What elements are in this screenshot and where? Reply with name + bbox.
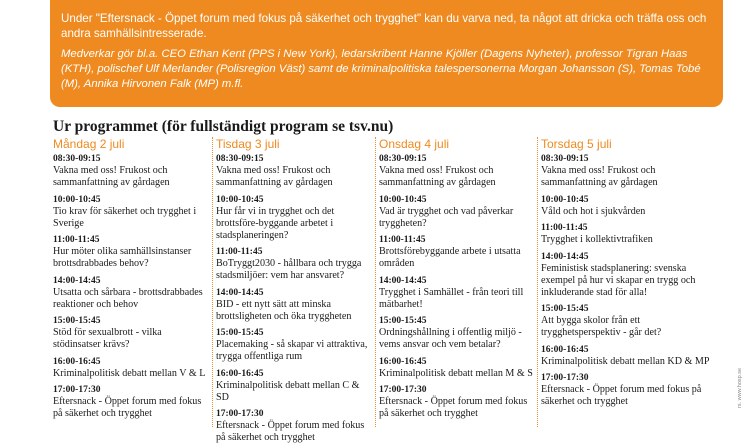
item-description: Vakna med oss! Frukost och sammanfattning av gårdagen <box>53 165 170 188</box>
item-description: Trygghet i Samhället - från teori till mätbarhet! <box>379 286 524 310</box>
item-description: Vakna med oss! Frukost och sammanfattning av gårdagen <box>379 165 496 188</box>
program-item <box>541 222 710 246</box>
item-time: 08:30-09:15 <box>53 154 101 164</box>
item-description: Att bygga skolor från ett trygghetsperspektiv - går det? <box>541 315 662 338</box>
program-item <box>216 408 373 444</box>
item-description: Hur möter olika samhällsinstanser brottsdrabbades behov? <box>53 246 192 269</box>
item-time: 14:00-14:45 <box>541 251 589 262</box>
day-column-monday <box>50 137 210 427</box>
side-credit-text: rs. www.hosp.se <box>737 367 743 408</box>
item-time: 10:00-10:45 <box>379 194 427 205</box>
day-heading: Måndag 2 juli <box>53 137 125 151</box>
day-items <box>376 153 536 420</box>
program-item <box>216 287 373 323</box>
item-time: 08:30-09:15 <box>379 154 427 164</box>
program-item <box>216 327 373 363</box>
item-time: 11:00-11:45 <box>53 235 100 245</box>
item-description: Eftersnack - Öppet forum med fokus på säkerhet och trygghet <box>541 384 702 407</box>
item-time: 14:00-14:45 <box>53 275 101 286</box>
program-item <box>53 315 210 351</box>
item-time: 17:00-17:30 <box>53 385 101 395</box>
item-description: Eftersnack - Öppet forum med fokus på säkerhet och trygghet <box>53 396 202 419</box>
item-description: Vakna med oss! Frukost och sammanfattning av gårdagen <box>541 165 658 188</box>
item-description: Stöd för sexualbrott - vilka stödinsatser krävs? <box>53 327 162 350</box>
program-item <box>216 153 373 189</box>
item-description: Kriminalpolitisk debatt mellan M & S <box>379 367 533 379</box>
program-item <box>379 153 536 189</box>
program-item <box>216 194 373 242</box>
program-item <box>541 303 710 339</box>
item-time: 10:00-10:45 <box>541 194 589 205</box>
item-time: 08:30-09:15 <box>216 154 264 164</box>
day-column-tuesday <box>212 137 373 443</box>
program-item <box>379 315 536 351</box>
program-item <box>216 246 373 282</box>
program-item <box>379 234 536 270</box>
item-time: 15:00-15:45 <box>216 328 264 338</box>
program-item <box>53 275 210 311</box>
program-item <box>53 153 210 189</box>
item-description: Kriminalpolitisk debatt mellan C & SD <box>216 379 360 403</box>
item-time: 14:00-14:45 <box>216 287 264 298</box>
item-description: Kriminalpolitisk debatt mellan V & L <box>53 367 206 379</box>
participants-text: Medverkar gör bl.a. CEO Ethan Kent (PPS i New York), ledarskribent Hanne Kjöller (Dagens Nyheter), professor Tigran Haas (KTH), polischef Ulf Merlander (Polisregion Väst) samt de kriminalpolitiska talespersonerna Morgan Johansson (S), Tomas Tobé (M), Annika Hirvonen Falk (MP) m.fl. <box>61 48 701 91</box>
item-description: Kriminalpolitisk debatt mellan KD & MP <box>541 355 710 367</box>
item-description: Hur får vi in trygghet och det brottsföre-byggande arbetet i stadsplaneringen? <box>216 205 335 241</box>
item-time: 14:00-14:45 <box>379 275 427 286</box>
item-time: 15:00-15:45 <box>379 316 427 326</box>
item-description: Vad är trygghet och vad påverkar tryggheten? <box>379 205 514 229</box>
item-time: 11:00-11:45 <box>541 223 588 233</box>
day-heading: Onsdag 4 juli <box>379 137 450 151</box>
program-item <box>53 234 210 270</box>
item-time: 08:30-09:15 <box>541 154 589 164</box>
day-heading: Tisdag 3 juli <box>216 137 280 151</box>
item-time: 17:00-17:30 <box>541 373 589 383</box>
program-item <box>541 194 710 218</box>
item-time: 15:00-15:45 <box>541 304 589 314</box>
program-item <box>541 372 710 408</box>
program-item <box>53 194 210 230</box>
item-description: Utsatta och sårbara - brottsdrabbades reaktioner och behov <box>53 286 203 310</box>
item-description: Våld och hot i sjukvården <box>541 205 646 217</box>
program-item <box>541 251 710 299</box>
day-heading: Torsdag 5 juli <box>541 137 612 151</box>
intro-box <box>50 0 723 107</box>
item-description: Eftersnack - Öppet forum med fokus på säkerhet och trygghet <box>216 420 365 443</box>
item-time: 11:00-11:45 <box>216 247 263 257</box>
program-item <box>53 356 210 380</box>
item-description: Brottsförebyggande arbete i utsatta områden <box>379 246 521 269</box>
program-item <box>541 344 710 368</box>
item-time: 15:00-15:45 <box>53 316 101 326</box>
item-description: Ordningshållning i offentlig miljö - vems ansvar och vem betalar? <box>379 327 522 350</box>
item-time: 10:00-10:45 <box>216 194 264 205</box>
day-items <box>538 153 710 408</box>
item-description: Feministisk stadsplanering: svenska exempel på hur vi skapar en trygg och inkluderande stad för alla! <box>541 262 696 298</box>
program-title: Ur programmet (för fullständigt program se tsv.nu) <box>53 118 394 135</box>
program-item <box>216 368 373 404</box>
day-column-thursday <box>537 137 710 427</box>
item-description: Tio krav för säkerhet och trygghet i Sverige <box>53 205 197 229</box>
item-description: BoTryggt2030 - hållbara och trygga stadsmiljöer: vem har ansvaret? <box>216 258 362 281</box>
program-item <box>379 194 536 230</box>
item-time: 10:00-10:45 <box>53 194 101 205</box>
day-column-wednesday <box>375 137 536 427</box>
item-description: Vakna med oss! Frukost och sammanfattning av gårdagen <box>216 165 333 188</box>
program-item <box>541 153 710 189</box>
item-time: 17:00-17:30 <box>216 409 264 419</box>
item-time: 16:00-16:45 <box>216 368 264 379</box>
day-items <box>213 153 373 444</box>
item-time: 16:00-16:45 <box>541 344 589 355</box>
item-time: 17:00-17:30 <box>379 385 427 395</box>
item-time: 16:00-16:45 <box>379 356 427 367</box>
item-description: BID - ett nytt sätt att minska brottsligheten och öka tryggheten <box>216 298 352 322</box>
program-item <box>379 275 536 311</box>
program-item <box>379 384 536 420</box>
item-description: Placemaking - så skapar vi attraktiva, trygga offentliga rum <box>216 339 368 362</box>
day-items <box>50 153 210 420</box>
item-description: Trygghet i kollektivtrafiken <box>541 234 653 245</box>
program-item <box>379 356 536 380</box>
program-item <box>53 384 210 420</box>
item-time: 11:00-11:45 <box>379 235 426 245</box>
item-time: 16:00-16:45 <box>53 356 101 367</box>
item-description: Eftersnack - Öppet forum med fokus på säkerhet och trygghet <box>379 396 528 419</box>
intro-text: Under "Eftersnack - Öppet forum med fokus på säkerhet och trygghet" kan du varva ned, ta något att dricka och träffa oss och andra samhällsintresserade. <box>61 12 707 40</box>
